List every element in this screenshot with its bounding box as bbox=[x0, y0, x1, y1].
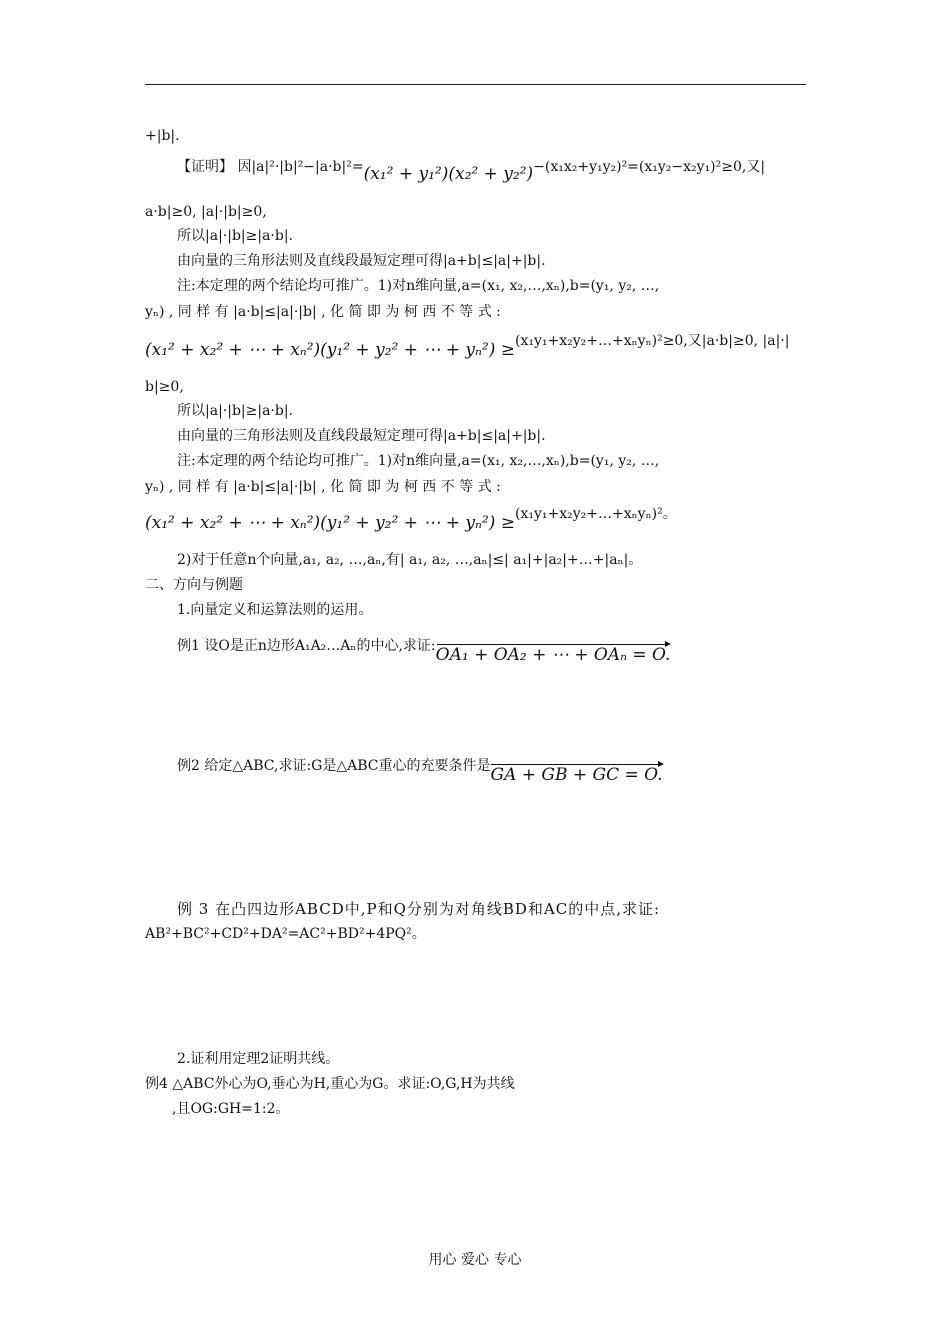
page-footer: 用心 爱心 专心 bbox=[428, 1252, 522, 1268]
proof-tail: −(x₁x₂+y₁y₂)²=(x₁y₂−x₂y₁)²≥0,又| bbox=[533, 159, 766, 175]
text-line: a·b|≥0, |a|·|b|≥0, bbox=[145, 204, 267, 220]
text-line: 2)对于任意n个向量,a₁, a₂, …,aₙ,有| a₁, a₂, …,aₙ|≤| a₁|+|a₂|+…+|aₙ|。 bbox=[177, 552, 643, 568]
example-4-cont: ,且OG:GH=1:2。 bbox=[172, 1101, 290, 1117]
cauchy-line bbox=[145, 504, 807, 533]
example-3-formula: AB²+BC²+CD²+DA²=AC²+BD²+4PQ²。 bbox=[145, 926, 426, 942]
section-heading: 二、方向与例题 bbox=[145, 577, 243, 593]
example-2-formula: GA + GB + GC = O. bbox=[490, 762, 662, 784]
text-line: 所以|a|·|b|≥|a·b|. bbox=[177, 403, 293, 419]
note-line: 注:本定理的两个结论均可推广。1)对n维向量,a=(x₁, x₂,…,xₙ),b=(y₁, y₂, …, bbox=[177, 278, 660, 294]
example-1-text: 例1 设O是正n边形A₁A₂…Aₙ的中心,求证: bbox=[177, 638, 436, 654]
note-line: 注:本定理的两个结论均可推广。1)对n维向量,a=(x₁, x₂,…,xₙ),b=(y₁, y₂, …, bbox=[177, 453, 660, 469]
text-line: 所以|a|·|b|≥|a·b|. bbox=[177, 228, 293, 244]
example-4: 例4 △ABC外心为O,垂心为H,重心为G。求证:O,G,H为共线 bbox=[145, 1076, 515, 1092]
note-line-cont: yₙ) , 同 样 有 |a·b|≤|a|·|b| , 化 简 即 为 柯 西 不 等 式 : bbox=[145, 479, 501, 495]
text-line: +|b|. bbox=[145, 128, 180, 144]
text-line: 由向量的三角形法则及直线段最短定理可得|a+b|≤|a|+|b|. bbox=[177, 428, 546, 444]
note-line-cont: yₙ) , 同 样 有 |a·b|≤|a|·|b| , 化 简 即 为 柯 西 不 等 式 : bbox=[145, 304, 501, 320]
proof-product-formula: (x₁² + y₁²)(x₂² + y₂²) bbox=[363, 164, 534, 184]
text-line: 由向量的三角形法则及直线段最短定理可得|a+b|≤|a|+|b|. bbox=[177, 253, 546, 269]
cauchy-formula: (x₁² + x₂² + ⋯ + xₙ²)(y₁² + y₂² + ⋯ + yₙ²) ≥ bbox=[145, 340, 515, 360]
example-1-formula: OA₁ + OA₂ + ⋯ + OAₙ = O. bbox=[436, 642, 671, 664]
subsection-heading: 2.证利用定理2证明共线。 bbox=[177, 1051, 340, 1067]
example-2 bbox=[177, 752, 807, 785]
subsection-heading: 1.向量定义和运算法则的运用。 bbox=[177, 602, 373, 618]
text-line: b|≥0, bbox=[145, 379, 184, 395]
example-2-text: 例2 给定△ABC,求证:G是△ABC重心的充要条件是 bbox=[177, 758, 491, 774]
cauchy-tail: (x₁y₁+x₂y₂+…+xₙyₙ)²。 bbox=[515, 506, 677, 522]
proof-intro: 【证明】 因|a|²·|b|²−|a·b|²= bbox=[177, 159, 364, 175]
example-3: 例 3 在凸四边形ABCD中,P和Q分别为对角线BD和AC的中点,求证: bbox=[177, 900, 661, 918]
proof-line bbox=[177, 157, 807, 184]
cauchy-formula: (x₁² + x₂² + ⋯ + xₙ²)(y₁² + y₂² + ⋯ + yₙ²) ≥ bbox=[145, 513, 515, 533]
cauchy-line bbox=[145, 331, 807, 360]
header-rule bbox=[145, 84, 806, 85]
example-1 bbox=[177, 632, 807, 665]
cauchy-tail: (x₁y₁+x₂y₂+…+xₙyₙ)²≥0,又|a·b|≥0, |a|·| bbox=[515, 333, 790, 349]
